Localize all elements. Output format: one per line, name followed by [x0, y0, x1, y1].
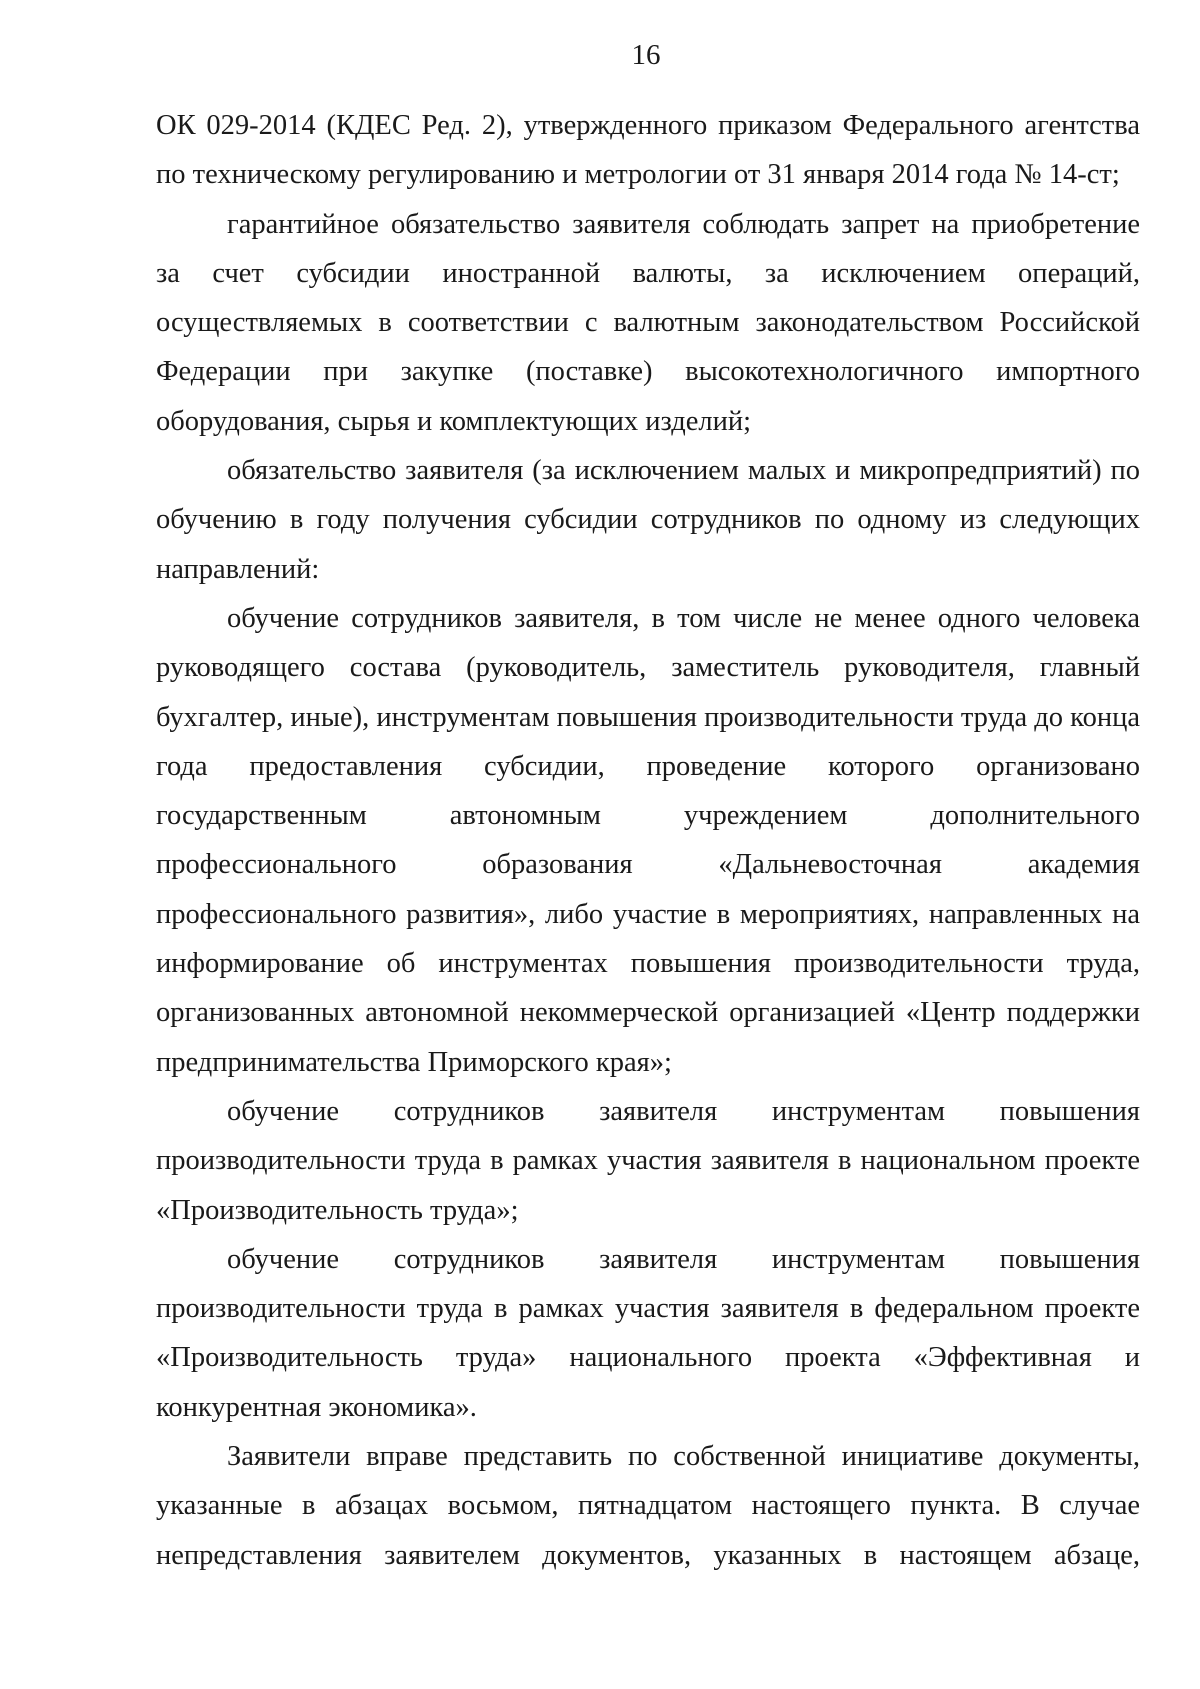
text-line: обучение сотрудников заявителя инструментам повышения	[227, 1095, 1140, 1127]
text-line: осуществляемых в соответствии с валютным законодательством Российской	[156, 307, 1140, 339]
page-number: 16	[631, 39, 661, 71]
text-line: организованных автономной некоммерческой организацией «Центр поддержки	[156, 997, 1140, 1029]
text-line: предпринимательства Приморского края»;	[156, 1046, 672, 1078]
text-line: обучение сотрудников заявителя, в том числе не менее одного человека	[227, 602, 1140, 634]
text-line: государственным автономным учреждением дополнительного	[156, 800, 1140, 832]
text-line: оборудования, сырья и комплектующих изделий;	[156, 405, 752, 437]
text-line: за счет субсидии иностранной валюты, за исключением операций,	[156, 257, 1140, 289]
text-line: руководящего состава (руководитель, заместитель руководителя, главный	[156, 652, 1140, 684]
document-body	[156, 101, 1140, 1580]
text-line: профессионального образования «Дальневосточная академия	[156, 849, 1140, 881]
text-line: конкурентная экономика».	[156, 1391, 477, 1423]
text-line: ОК 029-2014 (КДЕС Ред. 2), утвержденного приказом Федерального агентства	[156, 110, 1140, 141]
text-line: обязательство заявителя (за исключением малых и микропредприятий) по	[227, 455, 1140, 487]
text-line: Заявители вправе представить по собственной инициативе документы,	[227, 1441, 1140, 1473]
text-line: указанные в абзацах восьмом, пятнадцатом настоящего пункта. В случае	[156, 1490, 1140, 1522]
text-line: непредставления заявителем документов, указанных в настоящем абзаце,	[156, 1539, 1140, 1571]
text-line: «Производительность труда» национального проекта «Эффективная и	[156, 1342, 1140, 1374]
text-line: производительности труда в рамках участия заявителя в федеральном проекте	[156, 1293, 1140, 1325]
text-line: обучение сотрудников заявителя инструментам повышения	[227, 1243, 1140, 1275]
text-line: года предоставления субсидии, проведение которого организовано	[156, 750, 1140, 782]
text-line: по техническому регулированию и метрологии от 31 января 2014 года № 14-ст;	[156, 159, 1120, 191]
text-line: Федерации при закупке (поставке) высокотехнологичного импортного	[156, 356, 1140, 388]
text-line: бухгалтер, иные), инструментам повышения производительности труда до конца	[156, 701, 1140, 733]
text-line: обучению в году получения субсидии сотрудников по одному из следующих	[156, 504, 1140, 536]
text-line: направлений:	[156, 553, 320, 585]
text-line: «Производительность труда»;	[156, 1194, 519, 1226]
text-line: профессионального развития», либо участие в мероприятиях, направленных на	[156, 898, 1140, 930]
text-line: производительности труда в рамках участия заявителя в национальном проекте	[156, 1145, 1140, 1177]
text-line: гарантийное обязательство заявителя соблюдать запрет на приобретение	[227, 208, 1140, 240]
text-line: информирование об инструментах повышения производительности труда,	[156, 948, 1140, 980]
